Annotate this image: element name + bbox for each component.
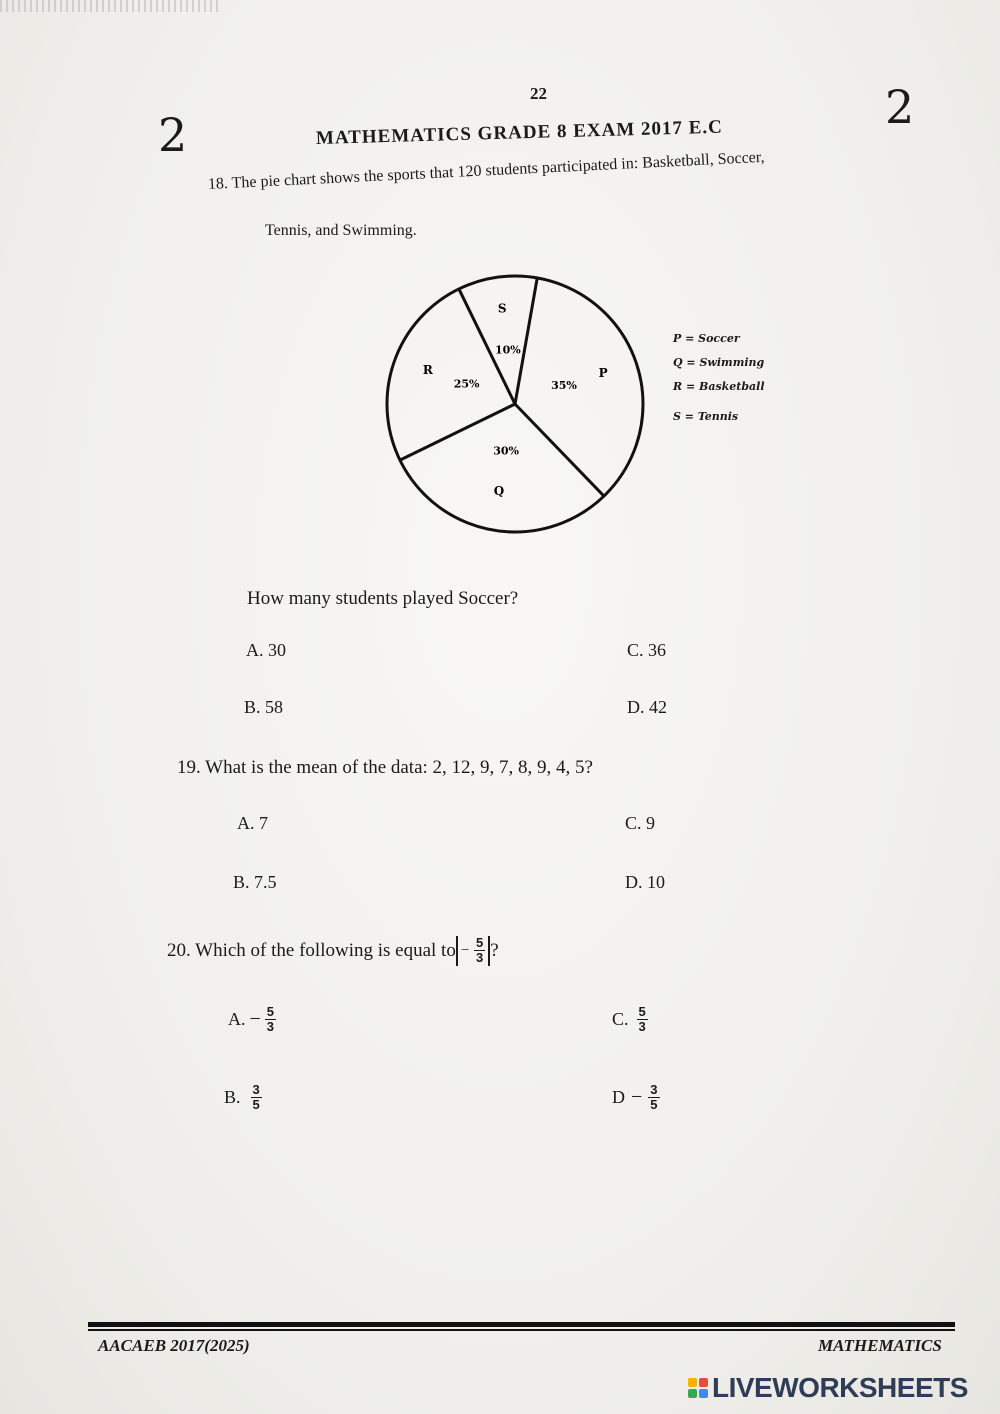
q19-option-b[interactable]: B. 7.5 [233, 872, 277, 892]
liveworksheets-watermark [688, 1372, 968, 1404]
q20-option-b[interactable] [224, 1083, 262, 1113]
q20-question [167, 936, 499, 966]
q20-option-d-sign: − [631, 1086, 643, 1109]
absolute-value-expression [456, 936, 490, 966]
exam-title: MATHEMATICS GRADE 8 EXAM 2017 E.C [315, 116, 724, 149]
q18-question: How many students played Soccer? [247, 588, 519, 609]
footer-right: MATHEMATICS [818, 1336, 942, 1355]
pie-group [387, 276, 643, 532]
q18-option-b[interactable]: B. 58 [244, 697, 284, 717]
q20-suffix: ? [490, 939, 499, 961]
pie-slice-percent-q: 30% [493, 444, 519, 458]
liveworksheets-logo-icon [688, 1378, 708, 1398]
pie-divider-q [515, 404, 604, 496]
q19-option-c[interactable]: C. 9 [625, 813, 656, 833]
pie-divider-p [515, 278, 537, 404]
pie-slice-label-s: S [497, 301, 507, 316]
q20-option-d-numerator: 3 [650, 1082, 658, 1097]
q18-text-line2: Tennis, and Swimming. [265, 222, 417, 239]
watermark-text: LIVEWORKSHEETS [712, 1372, 968, 1403]
q20-option-d-denominator: 5 [650, 1097, 658, 1113]
q20-option-c-label: C. [612, 1009, 629, 1030]
q20-option-b-numerator: 3 [252, 1082, 260, 1097]
q18-option-a[interactable]: A. 30 [246, 640, 286, 660]
q20-option-a-numerator: 5 [266, 1004, 275, 1019]
expr-denominator: 3 [476, 950, 484, 966]
pie-slice-label-q: Q [493, 483, 505, 498]
legend-item-q: Q = Swimming [673, 356, 765, 369]
q20-option-c-numerator: 5 [638, 1004, 646, 1019]
scan-edge-artifact [0, 0, 220, 12]
expr-sign: − [460, 942, 470, 959]
corner-number-left: 2 [158, 108, 188, 162]
q20-option-b-label: B. [224, 1087, 241, 1108]
q20-option-c[interactable] [612, 1005, 648, 1035]
footer-rule [88, 1322, 955, 1327]
legend-item-r: R = Basketball [673, 380, 765, 393]
q20-option-c-denominator: 3 [638, 1019, 646, 1035]
q20-option-a-fraction [265, 1005, 276, 1035]
q20-option-a-denominator: 3 [266, 1019, 275, 1035]
q20-prefix: 20. Which of the following is equal to [167, 939, 456, 961]
q18-text-line1: 18. The pie chart shows the sports that 120 students participated in: Basketball, Soccer, [207, 148, 765, 193]
q18-option-d[interactable]: D. 42 [627, 697, 667, 717]
q18-option-c[interactable]: C. 36 [627, 640, 667, 660]
pie-slice-label-p: P [598, 366, 608, 381]
q20-option-d-fraction [648, 1083, 659, 1113]
q20-option-c-fraction [637, 1005, 648, 1035]
footer-rule-thin [88, 1329, 955, 1331]
q20-option-a[interactable] [228, 1005, 276, 1035]
q20-option-b-denominator: 5 [252, 1097, 260, 1113]
pie-slice-label-r: R [422, 362, 433, 377]
pie-chart [380, 268, 780, 548]
pie-slice-percent-s: 10% [494, 343, 521, 357]
q20-option-d-label: D [612, 1087, 625, 1108]
q20-option-d[interactable] [612, 1083, 660, 1113]
pie-slice-percent-r: 25% [453, 377, 480, 391]
q19-question: 19. What is the mean of the data: 2, 12, 9, 7, 8, 9, 4, 5? [177, 757, 593, 778]
footer-left: AACAEB 2017(2025) [98, 1336, 250, 1355]
q19-option-a[interactable]: A. 7 [237, 813, 268, 833]
expr-numerator: 5 [476, 935, 484, 950]
legend-item-s: S = Tennis [673, 410, 739, 423]
q20-option-b-fraction [251, 1083, 262, 1113]
q20-option-a-sign: − [249, 1008, 261, 1031]
q19-option-d[interactable]: D. 10 [625, 872, 665, 892]
legend-item-p: P = Soccer [673, 332, 740, 345]
corner-number-right: 2 [885, 80, 915, 134]
expr-fraction [474, 936, 485, 966]
q20-option-a-label: A. [228, 1009, 246, 1030]
pie-slice-percent-p: 35% [551, 379, 577, 393]
page-number: 22 [530, 84, 547, 103]
